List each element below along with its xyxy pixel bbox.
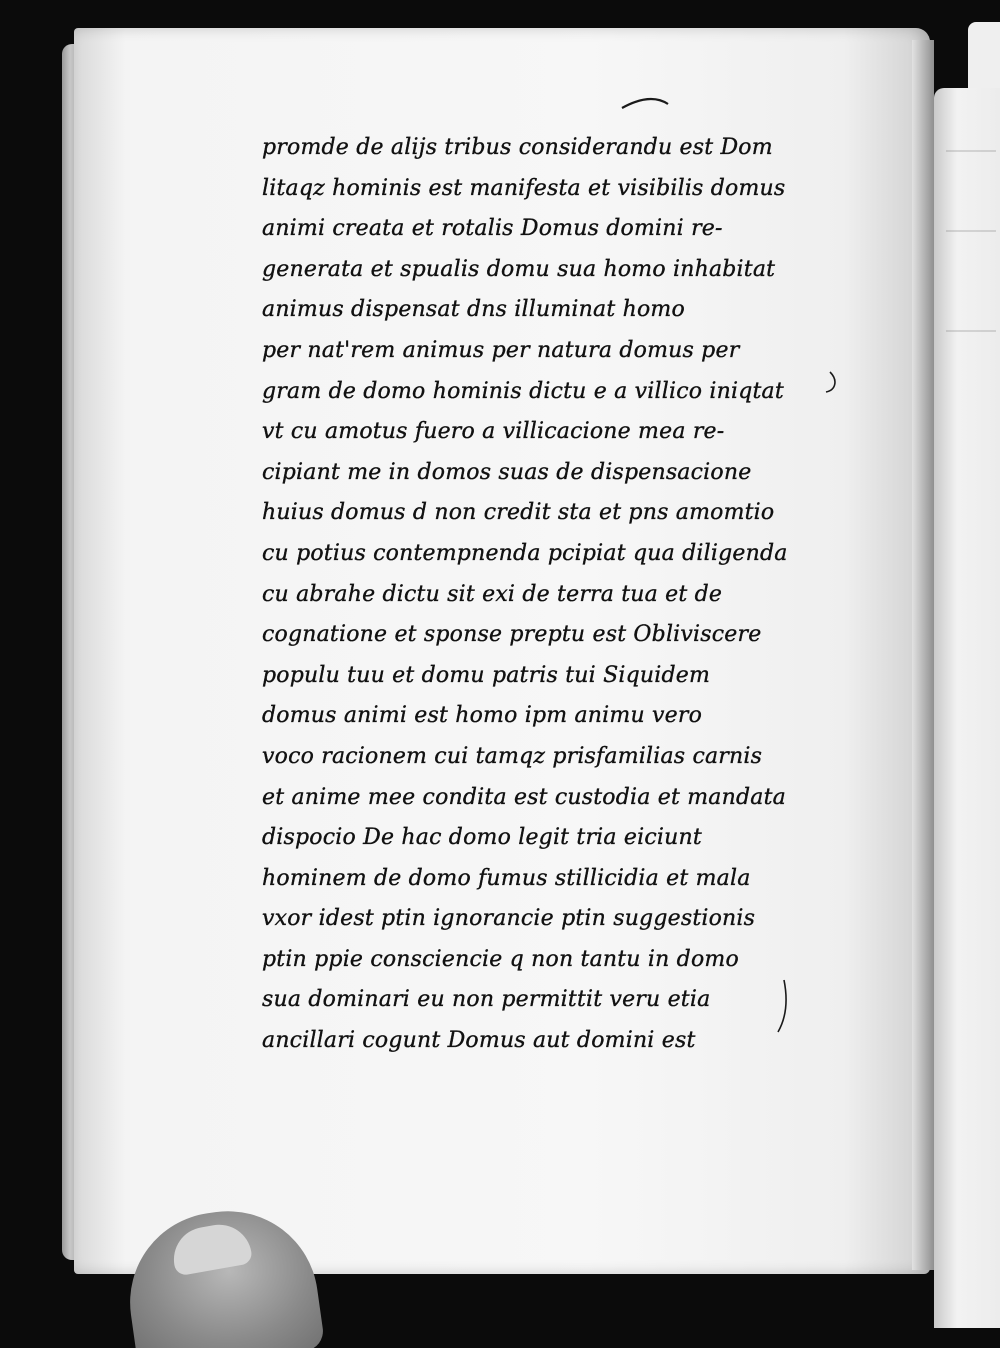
- manuscript-line: vxor idest ptin ignorancie ptin suggestionis: [262, 906, 756, 932]
- manuscript-line: gram de domo hominis dictu e a villico iniqtat: [262, 378, 784, 404]
- manuscript-line: generata et spualis domu sua homo inhabitat: [262, 256, 776, 282]
- manuscript-line: cu abrahe dictu sit exi de terra tua et de: [262, 581, 723, 607]
- manuscript-line: populu tuu et domu patris tui Siquidem: [262, 662, 711, 688]
- manuscript-line: sua dominari eu non permittit veru etia: [262, 987, 711, 1013]
- manuscript-line: cipiant me in domos suas de dispensacione: [262, 459, 752, 485]
- facing-page-top: [968, 22, 1000, 92]
- manuscript-line: domus animi est homo ipm animu vero: [262, 703, 703, 729]
- gutter-fold: [912, 40, 934, 1270]
- manuscript-line: litaqz hominis est manifesta et visibilis domus: [262, 175, 786, 201]
- facing-page-faint-line: [946, 330, 996, 332]
- manuscript-line: vt cu amotus fuero a villicacione mea re-: [262, 419, 725, 445]
- manuscript-line: animi creata et rotalis Domus domini re-: [262, 216, 723, 242]
- manuscript-line: huius domus d non credit sta et pns amomtio: [262, 500, 775, 526]
- facing-page-faint-line: [946, 230, 996, 232]
- manuscript-line: hominem de domo fumus stillicidia et mala: [262, 865, 751, 891]
- manuscript-line: promde de alijs tribus considerandu est Dom: [262, 135, 773, 160]
- manuscript-line: per nat'rem animus per natura domus per: [262, 337, 740, 363]
- facing-page: [934, 88, 1000, 1328]
- manuscript-line: dispocio De hac domo legit tria eiciunt: [262, 825, 702, 851]
- facing-page-faint-line: [946, 150, 996, 152]
- manuscript-text: [262, 128, 862, 1062]
- manuscript-line: voco racionem cui tamqz prisfamilias carnis: [262, 743, 763, 769]
- manuscript-line: animus dispensat dns illuminat homo: [262, 297, 685, 323]
- manuscript-line: ptin ppie consciencie q non tantu in domo: [262, 946, 739, 972]
- manuscript-line: et anime mee condita est custodia et mandata: [262, 784, 786, 810]
- manuscript-line: cognatione et sponse preptu est Obliviscere: [262, 622, 762, 648]
- manuscript-line: ancillari cogunt Domus aut domini est: [262, 1028, 696, 1054]
- manuscript-line: cu potius contempnenda pcipiat qua diligenda: [262, 540, 788, 566]
